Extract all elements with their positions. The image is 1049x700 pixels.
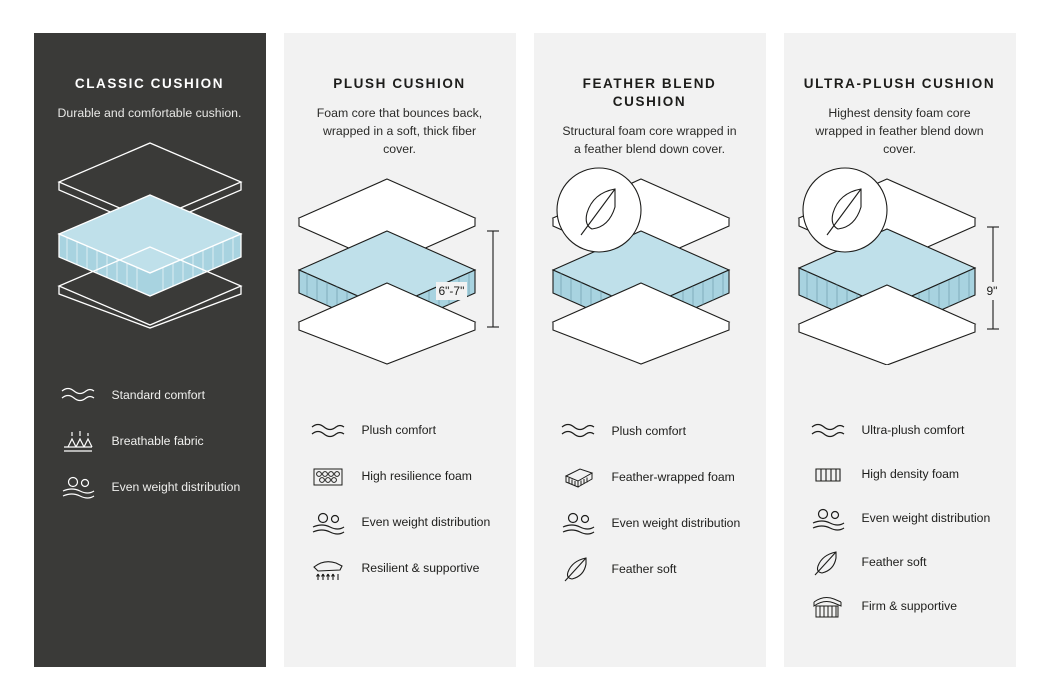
feature-item (58, 380, 246, 410)
feature-list (784, 416, 1016, 622)
feature-item (58, 426, 246, 456)
card-description: Foam core that bounces back, wrapped in a soft, thick fiber cover. (316, 106, 483, 156)
firm-support-icon (808, 592, 848, 622)
cushion-layers-illustration (287, 165, 512, 365)
feature-list (34, 380, 266, 502)
leaf-badge-icon (803, 168, 887, 252)
cushion-layers-illustration (787, 165, 1012, 365)
card-title: FEATHER BLEND CUSHION (582, 76, 717, 110)
feature-label: Standard comfort (111, 387, 205, 402)
supportive-hand-icon (308, 554, 348, 584)
cushion-card-feather-blend (534, 33, 766, 667)
waves-icon (308, 416, 348, 446)
honeycomb-foam-icon (308, 462, 348, 492)
foam-block-icon (558, 462, 598, 492)
feature-label: Even weight distribution (111, 479, 241, 494)
feature-item (308, 462, 496, 492)
feature-label: Plush comfort (611, 423, 687, 438)
feature-item (558, 554, 746, 584)
feature-label: High resilience foam (361, 469, 472, 484)
dimension-bracket (487, 231, 499, 327)
waves-icon (558, 416, 598, 446)
feature-label: Feather soft (861, 555, 927, 570)
feature-item (558, 462, 746, 492)
cushion-exploded-diagram (284, 165, 516, 410)
cushion-card-classic (34, 33, 266, 667)
cushion-card-ultra-plush (784, 33, 1016, 667)
card-description: Highest density foam core wrapped in feather blend down cover. (815, 106, 984, 156)
feature-label: High density foam (861, 467, 960, 482)
card-description: Structural foam core wrapped in a feather blend down cover. (562, 124, 737, 157)
dimension-bracket (987, 227, 999, 329)
cushion-exploded-diagram (534, 165, 766, 410)
feature-label: Resilient & supportive (361, 561, 480, 576)
feature-item (58, 472, 246, 502)
cushion-layers-illustration (45, 129, 255, 329)
feature-label: Plush comfort (361, 423, 437, 438)
feature-item (308, 508, 496, 538)
feature-item (808, 504, 996, 534)
dimension-label: 9" (984, 282, 1001, 300)
waves-icon (808, 416, 848, 446)
feature-item (308, 554, 496, 584)
even-weight-icon (308, 508, 348, 538)
feature-label: Firm & supportive (861, 599, 957, 614)
foam-core-layer (59, 195, 241, 296)
leaf-badge-icon (557, 168, 641, 252)
feature-list (534, 416, 766, 584)
card-title: ULTRA-PLUSH CUSHION (803, 76, 996, 91)
breathable-fabric-icon (58, 426, 98, 456)
card-title: PLUSH CUSHION (333, 76, 466, 91)
feature-item (808, 460, 996, 490)
feature-label: Breathable fabric (111, 433, 204, 448)
feature-item (558, 416, 746, 446)
feature-item (558, 508, 746, 538)
density-foam-icon (808, 460, 848, 490)
card-description: Durable and comfortable cushion. (57, 106, 242, 121)
even-weight-icon (808, 504, 848, 534)
feature-label: Feather-wrapped foam (611, 469, 735, 484)
dimension-label: 6"-7" (436, 282, 468, 300)
cushion-card-plush (284, 33, 516, 667)
cushion-exploded-diagram (34, 129, 266, 374)
even-weight-icon (558, 508, 598, 538)
waves-icon (58, 380, 98, 410)
feature-item (308, 416, 496, 446)
feature-label: Ultra-plush comfort (861, 423, 965, 438)
feature-label: Even weight distribution (861, 511, 991, 526)
even-weight-icon (58, 472, 98, 502)
feature-label: Feather soft (611, 561, 677, 576)
card-title: CLASSIC CUSHION (74, 76, 225, 91)
feature-item (808, 592, 996, 622)
feature-item (808, 548, 996, 578)
cushion-exploded-diagram (784, 165, 1016, 410)
feather-icon (558, 554, 598, 584)
cushion-layers-illustration (537, 165, 762, 365)
feature-label: Even weight distribution (611, 515, 741, 530)
feature-list (284, 416, 516, 584)
feature-item (808, 416, 996, 446)
feature-label: Even weight distribution (361, 515, 491, 530)
feather-icon (808, 548, 848, 578)
